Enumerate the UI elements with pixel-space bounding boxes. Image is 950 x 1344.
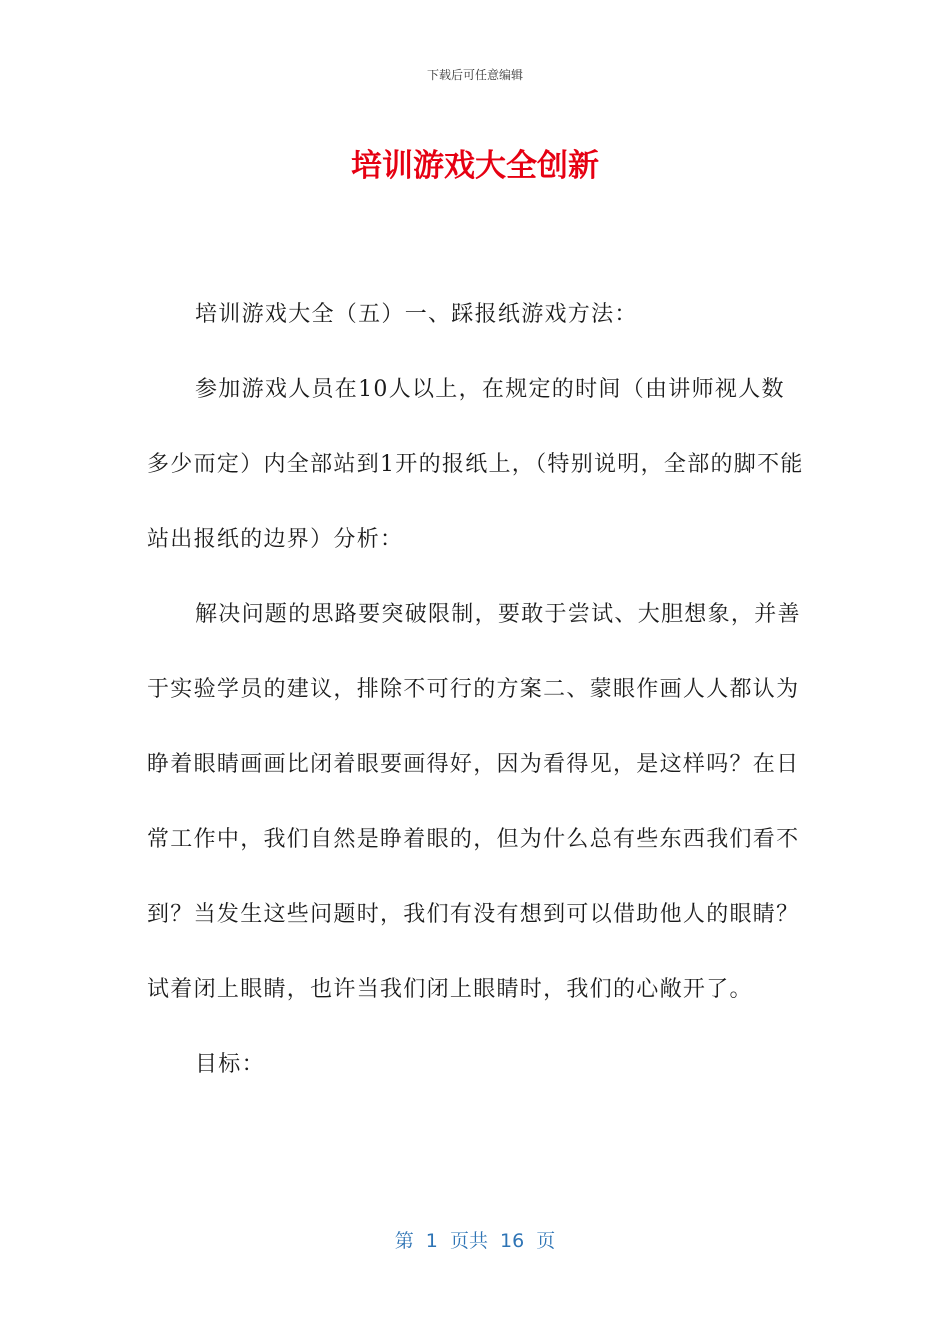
document-body (147, 277, 807, 1102)
paragraph-1: 培训游戏大全（五）一、踩报纸游戏方法： (195, 302, 638, 327)
page-number-footer: 第 1 页共 16 页 (394, 1230, 556, 1252)
paragraph-3: 解决问题的思路要突破限制，要敢于尝试、大胆想象，并善于实验学员的建议，排除不可行的方案二、蒙眼作画人人都认为睁着眼睛画画比闭着眼要画得好，因为看得见，是这样吗？在日常工作中，我们自然是睁着眼的，但为什么总有些东西我们看不到？当发生这些问题时，我们有没有想到可以借助他人的眼睛？试着闭上眼睛，也许当我们闭上眼睛时，我们的心敞开了。 (147, 602, 801, 1002)
paragraph-2: 参加游戏人员在10人以上，在规定的时间（由讲师视人数多少而定）内全部站到1开的报纸上，（特别说明，全部的脚不能站出报纸的边界）分析： (147, 377, 804, 552)
header-note: 下载后可任意编辑 (426, 68, 523, 82)
paragraph-4: 目标： (195, 1052, 265, 1077)
document-title: 培训游戏大全创新 (351, 148, 599, 184)
